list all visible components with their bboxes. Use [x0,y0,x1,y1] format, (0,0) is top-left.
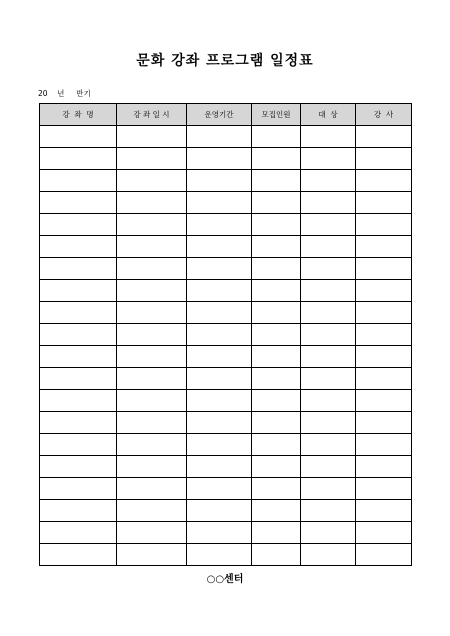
table-row [40,236,412,258]
table-cell[interactable] [187,456,252,478]
table-cell[interactable] [252,324,301,346]
table-cell[interactable] [40,522,117,544]
table-cell[interactable] [117,126,187,148]
table-cell[interactable] [252,434,301,456]
table-cell[interactable] [301,368,356,390]
table-cell[interactable] [252,456,301,478]
table-cell[interactable] [356,412,412,434]
table-cell[interactable] [40,346,117,368]
table-cell[interactable] [40,236,117,258]
table-cell[interactable] [356,522,412,544]
document-title: 문화 강좌 프로그램 일정표 [136,53,314,69]
table-row [40,258,412,280]
table-cell[interactable] [252,544,301,566]
table-cell[interactable] [301,148,356,170]
table-cell[interactable] [252,368,301,390]
table-row [40,412,412,434]
table-cell[interactable] [40,126,117,148]
table-row [40,500,412,522]
table-row [40,302,412,324]
table-cell[interactable] [301,390,356,412]
table-row [40,478,412,500]
table-row [40,368,412,390]
table-row [40,170,412,192]
table-cell[interactable] [356,302,412,324]
table-cell[interactable] [187,192,252,214]
table-row [40,324,412,346]
table-cell[interactable] [356,170,412,192]
table-cell[interactable] [187,500,252,522]
table-cell[interactable] [301,434,356,456]
table-cell[interactable] [301,258,356,280]
table-cell[interactable] [117,368,187,390]
table-cell[interactable] [301,522,356,544]
table-cell[interactable] [40,544,117,566]
table-cell[interactable] [252,236,301,258]
table-cell[interactable] [356,126,412,148]
schedule-table [39,103,412,566]
table-cell[interactable] [301,280,356,302]
table-cell[interactable] [252,126,301,148]
table-cell[interactable] [301,346,356,368]
table-cell[interactable] [117,148,187,170]
table-row [40,456,412,478]
table-cell[interactable] [252,346,301,368]
table-cell[interactable] [187,324,252,346]
table-cell[interactable] [187,390,252,412]
header-course-datetime: 강 좌 일 시 [117,104,187,126]
table-cell[interactable] [40,148,117,170]
table-cell[interactable] [187,126,252,148]
table-cell[interactable] [301,236,356,258]
table-cell[interactable] [252,522,301,544]
table-cell[interactable] [356,500,412,522]
table-cell[interactable] [40,324,117,346]
table-cell[interactable] [252,390,301,412]
table-cell[interactable] [356,368,412,390]
table-cell[interactable] [40,192,117,214]
table-cell[interactable] [252,258,301,280]
table-row [40,346,412,368]
table-cell[interactable] [117,390,187,412]
table-cell[interactable] [252,192,301,214]
table-cell[interactable] [117,214,187,236]
table-cell[interactable] [187,258,252,280]
table-cell[interactable] [187,214,252,236]
table-cell[interactable] [40,456,117,478]
table-cell[interactable] [301,170,356,192]
table-row [40,522,412,544]
center-name: ○○센터 [206,574,244,585]
table-cell[interactable] [356,192,412,214]
table-cell[interactable] [252,280,301,302]
header-course-name: 강 좌 명 [40,104,117,126]
table-cell[interactable] [252,148,301,170]
table-cell[interactable] [252,214,301,236]
table-cell[interactable] [187,302,252,324]
table-cell[interactable] [301,302,356,324]
period-line: 20 년 반기 [38,89,91,98]
table-row [40,280,412,302]
table-cell[interactable] [40,434,117,456]
table-row [40,192,412,214]
table-cell[interactable] [301,324,356,346]
header-operating-period: 운영기간 [187,104,252,126]
table-cell[interactable] [356,148,412,170]
table-cell[interactable] [117,192,187,214]
table-row [40,126,412,148]
table-cell[interactable] [252,500,301,522]
table-cell[interactable] [117,434,187,456]
table-cell[interactable] [117,478,187,500]
table-cell[interactable] [356,544,412,566]
table-cell[interactable] [301,544,356,566]
table-cell[interactable] [40,280,117,302]
table-cell[interactable] [187,236,252,258]
table-cell[interactable] [117,258,187,280]
table-cell[interactable] [301,500,356,522]
table-cell[interactable] [356,258,412,280]
table-cell[interactable] [301,126,356,148]
header-enrollment: 모집인원 [252,104,301,126]
table-cell[interactable] [40,478,117,500]
table-cell[interactable] [301,478,356,500]
table-cell[interactable] [187,148,252,170]
table-cell[interactable] [40,214,117,236]
table-cell[interactable] [301,456,356,478]
table-cell[interactable] [356,214,412,236]
table-cell[interactable] [356,346,412,368]
table-cell[interactable] [40,368,117,390]
header-instructor: 강 사 [356,104,412,126]
table-cell[interactable] [40,170,117,192]
table-cell[interactable] [117,302,187,324]
table-cell[interactable] [117,522,187,544]
table-cell[interactable] [40,390,117,412]
table-cell[interactable] [40,258,117,280]
table-cell[interactable] [187,170,252,192]
table-cell[interactable] [356,280,412,302]
table-cell[interactable] [187,368,252,390]
table-cell[interactable] [301,214,356,236]
table-cell[interactable] [187,522,252,544]
table-cell[interactable] [356,324,412,346]
table-cell[interactable] [252,170,301,192]
table-cell[interactable] [187,544,252,566]
header-target: 대 상 [301,104,356,126]
table-cell[interactable] [117,412,187,434]
table-cell[interactable] [117,280,187,302]
table-row [40,148,412,170]
table-cell[interactable] [252,478,301,500]
header-row [40,104,412,126]
table-cell[interactable] [40,500,117,522]
table-cell[interactable] [187,412,252,434]
table-cell[interactable] [117,236,187,258]
table-cell[interactable] [187,478,252,500]
table-cell[interactable] [117,170,187,192]
table-cell[interactable] [356,236,412,258]
table-row [40,390,412,412]
table-cell[interactable] [356,390,412,412]
table-cell[interactable] [40,412,117,434]
table-cell[interactable] [301,412,356,434]
table-cell[interactable] [117,346,187,368]
table-cell[interactable] [117,544,187,566]
table-row [40,544,412,566]
table-cell[interactable] [40,302,117,324]
table-row [40,434,412,456]
table-cell[interactable] [356,478,412,500]
table-cell[interactable] [252,412,301,434]
table-body [40,126,412,566]
table-cell[interactable] [252,302,301,324]
table-cell[interactable] [117,456,187,478]
table-row [40,214,412,236]
table-cell[interactable] [187,346,252,368]
table-cell[interactable] [301,192,356,214]
table-cell[interactable] [187,434,252,456]
table-cell[interactable] [356,456,412,478]
table-cell[interactable] [117,324,187,346]
table-cell[interactable] [187,280,252,302]
table-cell[interactable] [356,434,412,456]
table-cell[interactable] [117,500,187,522]
